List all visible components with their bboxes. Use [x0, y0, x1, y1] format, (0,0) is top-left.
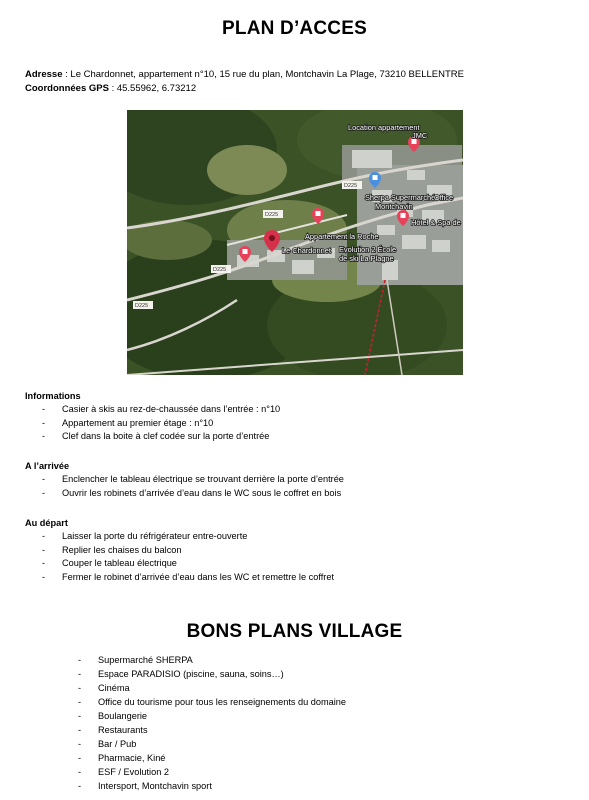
road-label-3 — [211, 265, 231, 273]
depart-section — [25, 517, 334, 584]
map-label-ecole-2: de ski La Plagne — [339, 254, 394, 263]
map-label-office: Office — [434, 193, 454, 202]
informations-list — [25, 403, 280, 444]
address-line — [25, 68, 464, 82]
list-item: - Pharmacie, Kiné — [78, 751, 346, 765]
gps-value: : 45.55962, 6.73212 — [108, 83, 197, 94]
map-label-ecole: Evolution 2 École — [339, 245, 397, 254]
list-item: - Restaurants — [78, 723, 346, 737]
list-item: - Replier les chaises du balcon — [25, 544, 334, 558]
satellite-map[interactable] — [127, 110, 463, 375]
list-item: - Ouvrir les robinets d’arrivée d’eau dans le WC sous le coffret en bois — [25, 487, 344, 501]
map-graphic — [127, 110, 463, 375]
list-item: - Enclencher le tableau électrique se trouvant derrière la porte d’entrée — [25, 473, 344, 487]
address-label: Adresse — [25, 69, 63, 80]
list-item: - Cinéma — [78, 681, 346, 695]
informations-title: Informations — [25, 391, 81, 401]
village-section — [78, 653, 346, 793]
list-item: - Couper le tableau électrique — [25, 557, 334, 571]
gps-label: Coordonnées GPS — [25, 83, 109, 94]
map-label-chardonnet: Le Chardonnet — [282, 246, 331, 255]
list-item: - ESF / Evolution 2 — [78, 765, 346, 779]
svg-text:D225: D225 — [135, 303, 149, 309]
road-label-2 — [263, 210, 283, 218]
address-block — [25, 68, 464, 96]
list-item: - Office du tourisme pour tous les renseignements du domaine — [78, 695, 346, 709]
depart-title: Au départ — [25, 518, 68, 528]
gps-line — [25, 82, 464, 96]
map-label-location-2: JMC — [412, 131, 428, 140]
list-item: - Boulangerie — [78, 709, 346, 723]
map-label-aparthotel: Appartement la Roche — [305, 232, 379, 241]
road-label-4 — [133, 301, 153, 309]
map-label-location: Location appartement — [348, 123, 420, 132]
list-item: - Bar / Pub — [78, 737, 346, 751]
map-label-supermarket: Sherpa Supermarché — [365, 193, 436, 202]
road-label-1 — [342, 181, 362, 189]
list-item: - Supermarché SHERPA — [78, 653, 346, 667]
page-title: PLAN D’ACCES — [222, 18, 367, 39]
address-value: : Le Chardonnet, appartement n°10, 15 rue du plan, Montchavin La Plage, 73210 BELLENTRE — [62, 69, 464, 80]
village-list — [78, 653, 346, 793]
arrivee-title: A l’arrivée — [25, 461, 70, 471]
map-label-supermarket-2: Montchavin — [375, 202, 413, 211]
village-title: BONS PLANS VILLAGE — [186, 621, 403, 642]
arrivee-list — [25, 473, 344, 500]
list-item: - Appartement au premier étage : n°10 — [25, 417, 280, 431]
depart-list — [25, 530, 334, 584]
svg-text:D225: D225 — [265, 212, 279, 218]
list-item: - Espace PARADISIO (piscine, sauna, soins…) — [78, 667, 346, 681]
arrivee-section — [25, 460, 344, 500]
list-item: - Fermer le robinet d’arrivée d’eau dans les WC et remettre le coffret — [25, 571, 334, 585]
list-item: - Clef dans la boite à clef codée sur la porte d’entrée — [25, 430, 280, 444]
informations-section — [25, 390, 280, 444]
svg-text:D225: D225 — [344, 183, 358, 189]
svg-text:D225: D225 — [213, 267, 227, 273]
map-label-hotel: Hôtel & Spa de — [411, 218, 461, 227]
list-item: - Laisser la porte du réfrigérateur entre-ouverte — [25, 530, 334, 544]
list-item: - Intersport, Montchavin sport — [78, 779, 346, 793]
list-item: - Casier à skis au rez-de-chaussée dans l’entrée : n°10 — [25, 403, 280, 417]
